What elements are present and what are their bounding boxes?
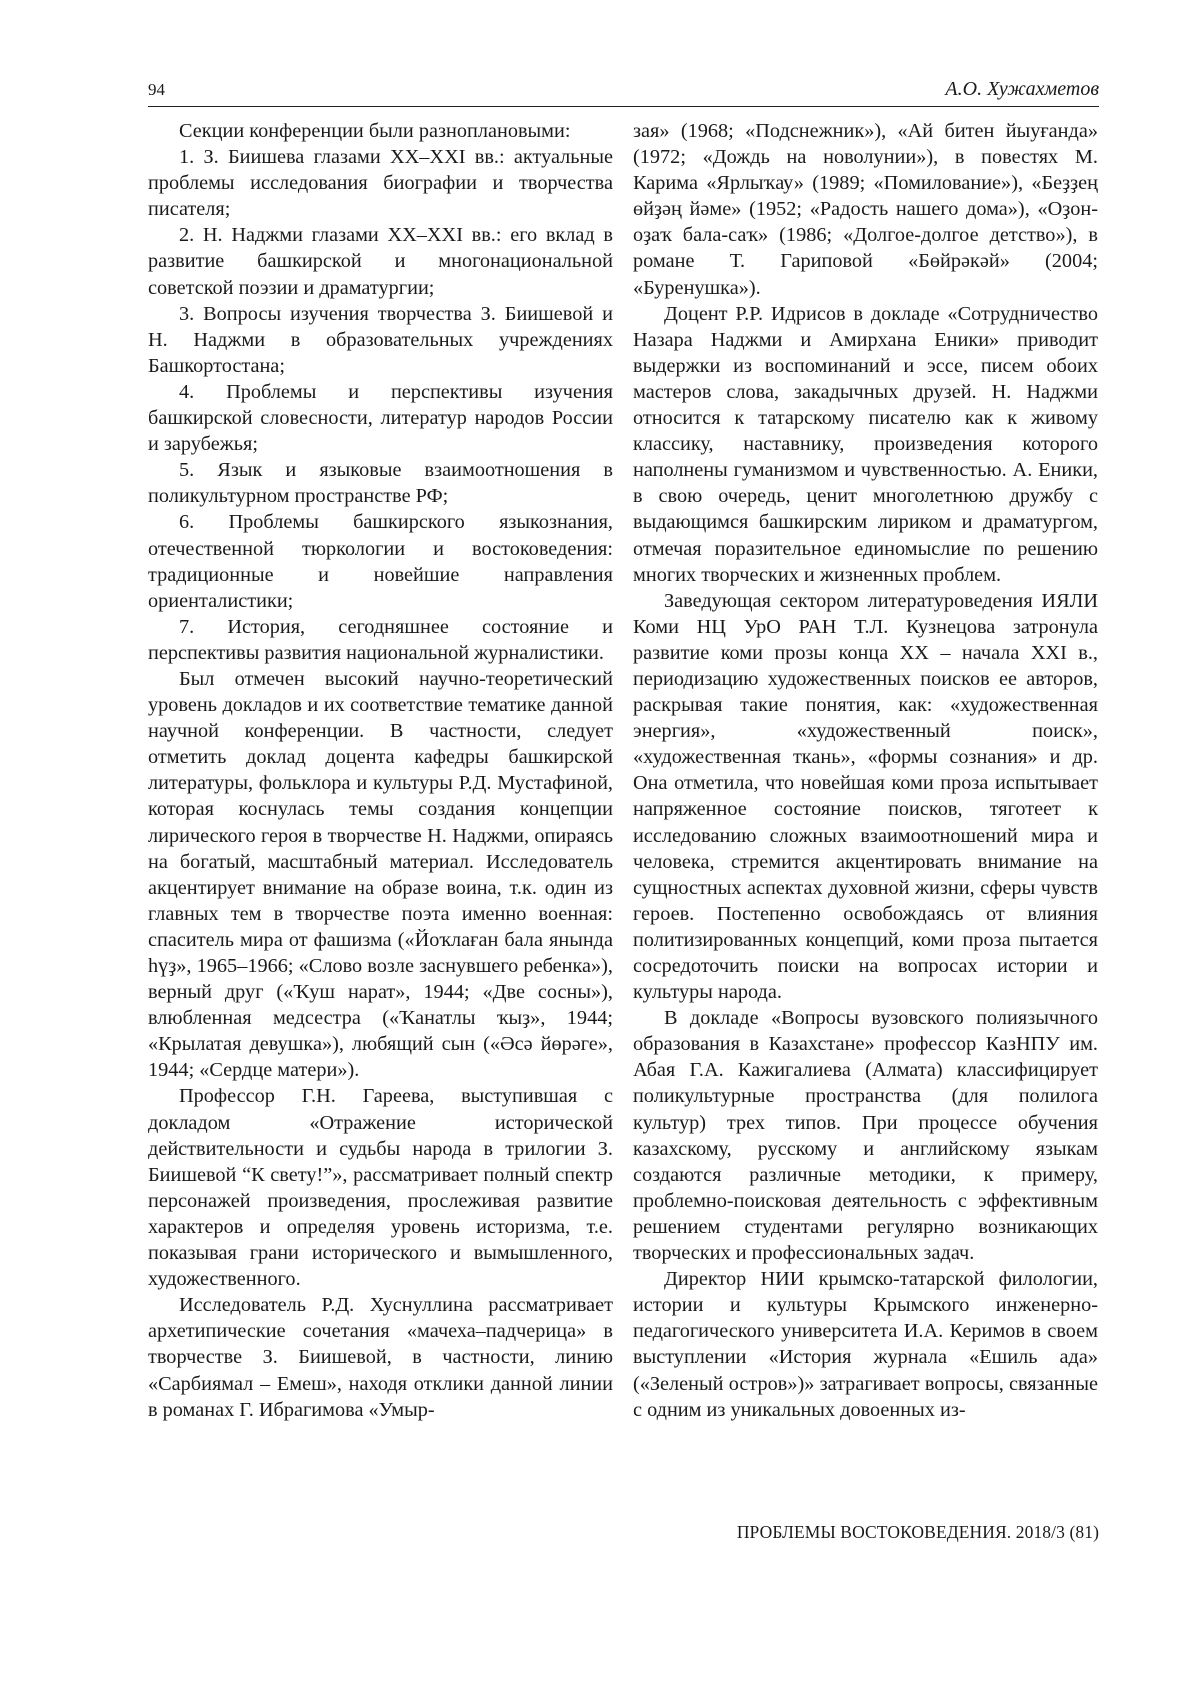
paragraph-continuation: зая» (1968; «Подснежник»), «Ай битен йыуғанда» (1972; «Дождь на новолунии»), в повестях М. Карима «Ярлыҡау» (1989; «Помилование»), «Беҙҙең өйҙәң йәме» (1952; «Радость нашего дома»), «Оҙон-оҙаҡ бала-саҡ» (1986; «Долгое-долгое детство»), в романе Т. Гариповой «Бөйрәкәй» (2004; «Буренушка»). (633, 120, 1098, 299)
paragraph: Секции конференции были разноплановыми: (179, 120, 571, 142)
paragraph: Доцент Р.Р. Идрисов в докладе «Сотрудничество Назара Наджми и Амирхана Еники» приводит выдержки из воспоминаний и эссе, писем обоих мастеров слова, закадычных друзей. Н. Наджми относится к татарскому писателю как к живому классику, наставнику, произведения которого наполнены гуманизмом и чувственностью. А. Еники, в свою очередь, ценит многолетнюю дружбу с выдающимся башкирским лириком и драматургом, отмечая поразительное единомыслие по решению многих творческих и жизненных проблем. (633, 302, 1098, 586)
right-column (633, 118, 1098, 1483)
paragraph: 2. Н. Наджми глазами XX–XXI вв.: его вклад в развитие башкирской и многонациональной советской поэзии и драматургии; (148, 224, 613, 299)
journal-footer: ПРОБЛЕМЫ ВОСТОКОВЕДЕНИЯ. 2018/3 (81) (736, 1522, 1099, 1542)
paragraph: В докладе «Вопросы вузовского полиязычного образования в Казахстане» профессор КазНПУ им. Абая Г.А. Кажигалиева (Алмата) классифицирует поликультурные пространства (для полилога культур) трех типов. При процессе обучения казахскому, русскому и английскому языкам создаются различные методики, к примеру, проблемно-поисковая деятельность с эффективным решением студентами регулярно возникающих творческих и профессиональных задач. (633, 1007, 1098, 1265)
paragraph: 7. История, сегодняшнее состояние и перспективы развития национальной журналистики. (148, 615, 613, 664)
paragraph: 5. Язык и языковые взаимоотношения в поликультурном пространстве РФ; (148, 459, 613, 508)
paragraph: Директор НИИ крымско-татарской филологии, истории и культуры Крымского инженерно-педагогического университета И.А. Керимов в своем выступлении «История журнала «Ешиль ада» («Зеленый остров»)» затрагивает вопросы, связанные с одним из уникальных довоенных из- (633, 1268, 1098, 1421)
page-number: 94 (148, 80, 165, 99)
paragraph: 3. Вопросы изучения творчества З. Биишевой и Н. Наджми в образовательных учреждениях Башкортостана; (148, 302, 613, 377)
paragraph: Был отмечен высокий научно-теоретический уровень докладов и их соответствие тематике данной научной конференции. В частности, следует отметить доклад доцента кафедры башкирской литературы, фольклора и культуры Р.Д. Мустафиной, которая коснулась темы создания концепции лирического героя в творчестве Н. Наджми, опираясь на богатый, масштабный материал. Исследователь акцентирует внимание на образе воина, т.к. один из главных тем в творчестве поэта именно военная: спаситель мира от фашизма («Йоҡлаған бала янында һүҙ», 1965–1966; «Слово возле заснувшего ребенка»), верный друг («Ҡуш нарат», 1944; «Две сосны»), влюбленная медсестра («Ҡанатлы ҡыҙ», 1944; «Крылатая девушка»), любящий сын («Әсә йөрәге», 1944; «Сердце матери»). (148, 667, 613, 1082)
paragraph: Заведующая сектором литературоведения ИЯЛИ Коми НЦ УрО РАН Т.Л. Кузнецова затронула развитие коми прозы конца XX – начала XXI в., периодизацию художественных поисков ее авторов, раскрывая такие понятия, как: «художественная энергия», «художественный поиск», «художественная ткань», «формы сознания» и др. Она отметила, что новейшая коми проза испытывает напряженное состояние поисков, тяготеет к исследованию сложных взаимоотношений мира и человека, стремится акцентировать внимание на сущностных аспектах духовной жизни, сферы чувств героев. Постепенно освобождаясь от влияния политизированных концепций, коми проза пытается сосредоточить поиски на вопросах истории и культуры народа. (633, 589, 1098, 1004)
paragraph: 4. Проблемы и перспективы изучения башкирской словесности, литератур народов России и зарубежья; (148, 380, 613, 456)
running-title: А.О. Хужахметов (945, 78, 1099, 100)
paragraph: 6. Проблемы башкирского языкознания, отечественной тюркологии и востоковедения: традиционные и новейшие направления ориенталистики; (148, 511, 613, 612)
left-column (148, 118, 613, 1483)
paragraph: Профессор Г.Н. Гареева, выступившая с докладом «Отражение исторической действительности и судьбы народа в трилогии З. Биишевой “К свету!”», рассматривает полный спектр персонажей произведения, прослеживая развитие характеров и определяя уровень историзма, т.е. показывая грани исторического и вымышленного, художественного. (148, 1085, 613, 1291)
paragraph: Исследователь Р.Д. Хуснуллина рассматривает архетипические сочетания «мачеха–падчерица» в творчестве З. Биишевой, в частности, линию «Сарбиямал – Емеш», находя отклики данной линии в романах Г. Ибрагимова «Умыр- (148, 1294, 613, 1421)
page-header (148, 78, 1099, 107)
paragraph: 1. З. Биишева глазами XX–XXI вв.: актуальные проблемы исследования биографии и творчества писателя; (148, 146, 613, 221)
